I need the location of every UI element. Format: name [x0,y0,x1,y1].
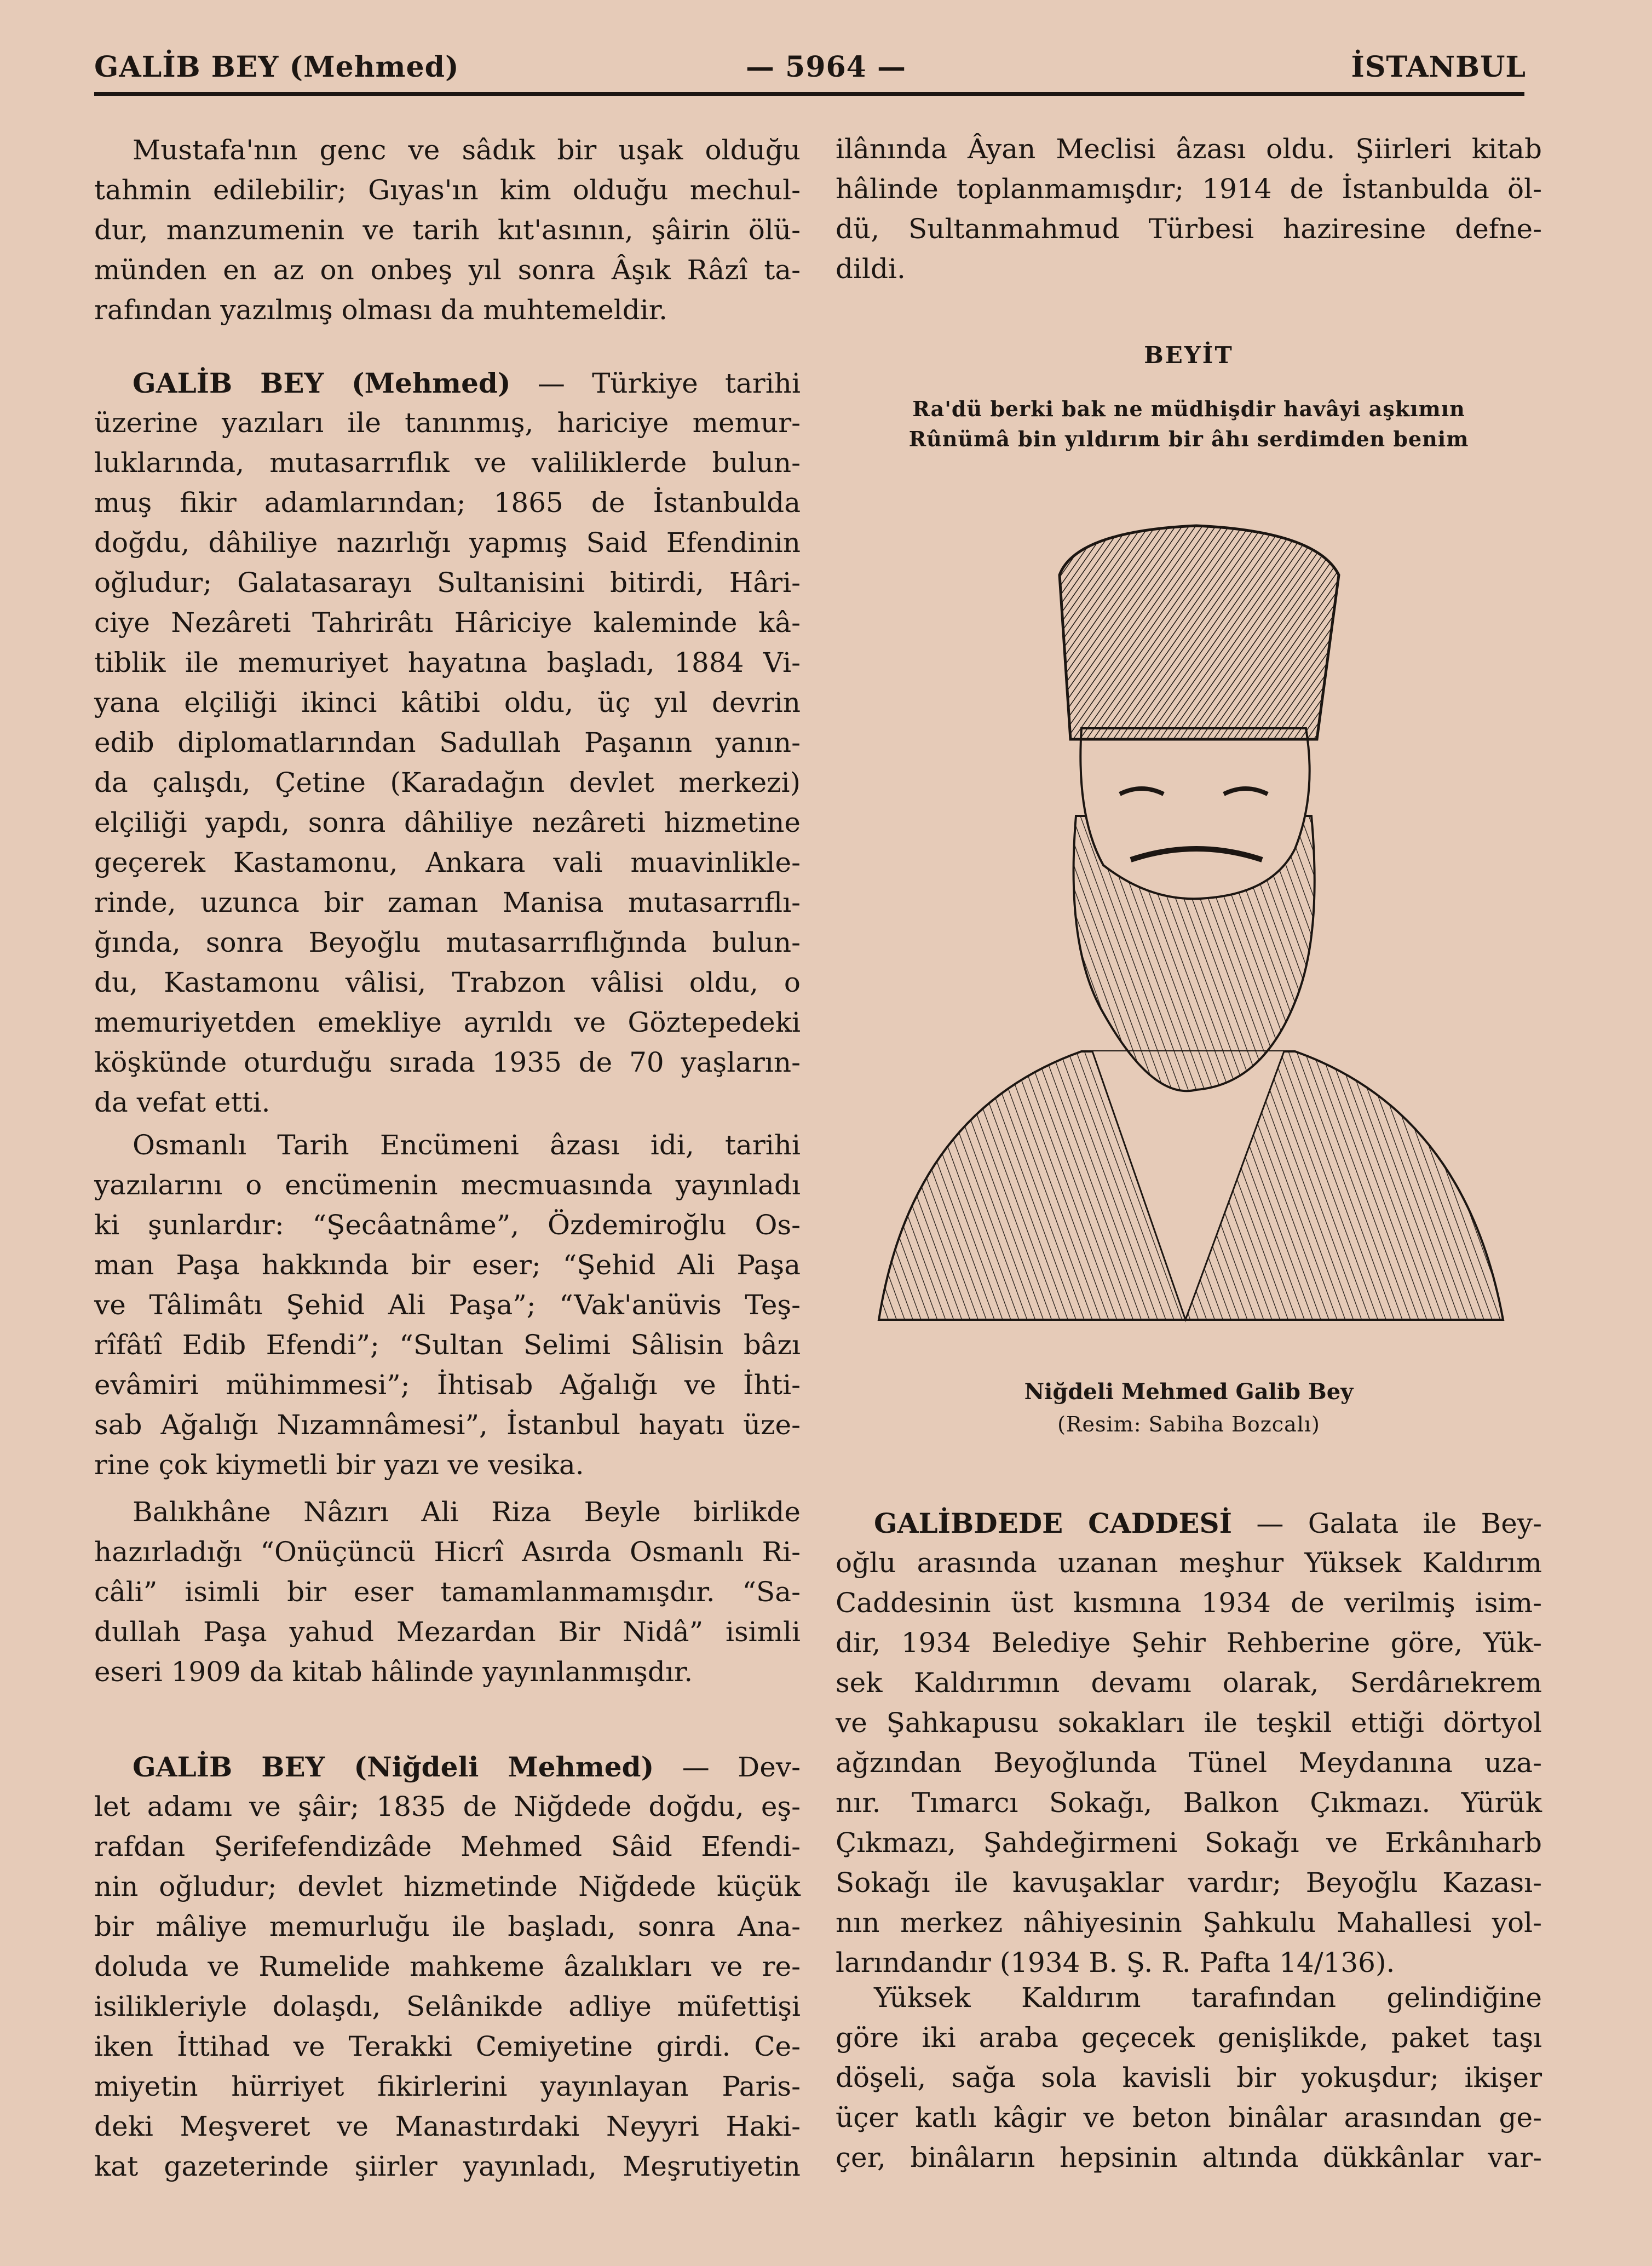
line-text: geçerek Kastamonu, Ankara vali muavinlikle- [94,847,801,878]
text-line [94,763,801,803]
text-line [94,2067,801,2107]
line-text: rafından yazılmış olması da muhtemeldir. [94,294,668,326]
line-text: münden en az on onbeş yıl sonra Âşık Râzî ta- [94,254,801,286]
line-text: eseri 1909 da kitab hâlinde yayınlanmışdır. [94,1656,693,1688]
paragraph [94,1492,801,1692]
text-line [836,1743,1542,1783]
text-line [94,1325,801,1365]
line-text: doğdu, dâhiliye nazırlığı yapmış Said Efendinin [94,527,801,559]
text-line [94,1043,801,1083]
line-text: — Dev- [654,1751,801,1783]
text-line [94,1125,801,1165]
text-line [94,483,801,523]
text-line [836,2098,1542,2138]
line-text: Mustafa'nın genc ve sâdık bir uşak olduğu [133,134,801,166]
portrait-credit: (Resim: Sabiha Bozcalı) [1057,1412,1320,1436]
line-text: nır. Tımarcı Sokağı, Balkon Çıkmazı. Yürük [836,1787,1542,1819]
text-line [94,2107,801,2147]
line-text: rine çok kiymetli bir yazı ve vesika. [94,1449,584,1481]
line-text: oğlu arasında uzanan meşhur Yüksek Kaldırım [836,1547,1542,1579]
text-line [94,1165,801,1205]
text-line [94,210,801,250]
text-line [94,1285,801,1325]
line-text: köşkünde oturduğu sırada 1935 de 70 yaşların- [94,1046,801,1078]
line-text: Balıkhâne Nâzırı Ali Riza Beyle birlikde [133,1496,801,1528]
line-text: dullah Paşa yahud Mezardan Bir Nidâ” isimli [94,1616,801,1648]
text-line [94,683,801,723]
text-line [94,923,801,963]
paragraph [836,1503,1542,1983]
line-text: Caddesinin üst kısmına 1934 de verilmiş isim- [836,1587,1542,1619]
text-line [836,1863,1542,1903]
text-line [94,883,801,923]
line-text: man Paşa hakkında bir eser; “Şehid Ali Paşa [94,1249,801,1281]
text-line [94,1827,801,1867]
text-line [94,1365,801,1405]
text-line [94,1492,801,1532]
line-text: Yüksek Kaldırım tarafından gelindiğine [874,1982,1542,2014]
text-line [94,363,801,403]
paragraph [94,363,801,1123]
line-text: iken İttihad ve Terakki Cemiyetine girdi. Ce- [94,2031,801,2062]
line-text: nin oğludur; devlet hizmetinde Niğdede küçük [94,1871,801,1902]
text-line [94,170,801,210]
text-line [836,169,1542,209]
text-line [94,1445,801,1485]
portrait-illustration [846,509,1525,1353]
line-text: Sokağı ile kavuşaklar vardır; Beyoğlu Kazası- [836,1867,1542,1899]
line-text: üçer katlı kâgir ve beton binâlar arasından ge- [836,2102,1542,2133]
line-text: memuriyetden emekliye ayrıldı ve Göztepedeki [94,1007,801,1038]
paragraph [94,1125,801,1485]
line-text: dildi. [836,253,906,285]
line-text: üzerine yazıları ile tanınmış, hariciye memur- [94,407,801,439]
text-line [94,1947,801,1987]
running-head-entry: GALİB BEY (Mehmed) [94,50,459,84]
text-line [94,1652,801,1692]
text-line [94,563,801,603]
line-text: tiblik ile memuriyet hayatına başladı, 1884 Vi- [94,647,801,678]
running-head-section: İSTANBUL [1351,50,1526,84]
line-text: döşeli, sağa sola kavisli bir yokuşdur; ikişer [836,2062,1542,2094]
text-line [94,290,801,330]
text-line [94,603,801,643]
line-text: da vefat etti. [94,1086,270,1118]
beyit-title: BEYİT [1144,342,1234,369]
line-text: sek Kaldırımın devamı olarak, Serdârıekrem [836,1667,1542,1699]
line-text: ki şunlardır: “Şecâatnâme”, Özdemiroğlu Os- [94,1209,801,1241]
text-line [836,1703,1542,1743]
line-text: Çıkmazı, Şahdeğirmeni Sokağı ve Erkânıharb [836,1827,1542,1859]
text-line [94,643,801,683]
line-text: göre iki araba geçecek genişlikde, paket taşı [836,2022,1542,2054]
line-text: let adamı ve şâir; 1835 de Niğdede doğdu, eş- [94,1791,801,1822]
line-text: ğında, sonra Beyoğlu mutasarrıflığında bulun- [94,927,801,958]
line-text: ağzından Beyoğlunda Tünel Meydanına uza- [836,1747,1542,1779]
text-line [94,1003,801,1043]
line-text: evâmiri mühimmesi”; İhtisab Ağalığı ve İhti- [94,1369,801,1401]
text-line [836,1543,1542,1583]
line-text: edib diplomatlarından Sadullah Paşanın yanın- [94,727,801,758]
portrait-caption: Niğdeli Mehmed Galib Bey [1024,1379,1354,1405]
text-line [94,1907,801,1947]
paragraph [94,130,801,330]
line-text: — Galata ile Bey- [1232,1508,1542,1539]
text-line [836,2058,1542,2098]
text-line [94,723,801,763]
page-number: — 5964 — [746,50,906,84]
line-text: deki Meşveret ve Manastırdaki Neyyri Haki- [94,2110,801,2142]
line-text: hâlinde toplanmamışdır; 1914 de İstanbulda öl- [836,173,1542,205]
line-text: larındandır (1934 B. Ş. R. Pafta 14/136). [836,1947,1395,1979]
fez-shape [1060,526,1339,739]
line-text: tahmin edilebilir; Gıyas'ın kim olduğu mechul- [94,174,801,206]
line-text: rinde, uzunca bir zaman Manisa mutasarrıflı- [94,887,801,918]
line-text: miyetin hürriyet fikirlerini yayınlayan Paris- [94,2071,801,2102]
text-line [94,963,801,1003]
line-text: dü, Sultanmahmud Türbesi haziresine defne- [836,213,1542,245]
paragraph [836,1978,1542,2178]
line-text: luklarında, mutasarrıflık ve valiliklerde bulun- [94,447,801,479]
text-line [94,130,801,170]
text-line [836,1783,1542,1823]
text-line [836,249,1542,289]
line-text: dir, 1934 Belediye Şehir Rehberine göre, Yük- [836,1627,1542,1659]
text-line [836,1503,1542,1543]
text-line [836,2138,1542,2178]
text-line [94,1083,801,1123]
entry-heading: GALİB BEY (Mehmed) [133,367,511,399]
line-text: hazırladığı “Onüçüncü Hicrî Asırda Osmanlı Ri- [94,1536,801,1568]
line-text: rafdan Şerifefendizâde Mehmed Sâid Efendi- [94,1831,801,1862]
text-line [836,129,1542,169]
header-rule [94,92,1524,96]
line-text: sab Ağalığı Nızamnâmesi”, İstanbul hayatı üze- [94,1409,801,1441]
text-line [94,1747,801,1787]
text-line [94,843,801,883]
line-text: du, Kastamonu vâlisi, Trabzon vâlisi oldu, o [94,967,801,998]
line-text: doluda ve Rumelide mahkeme âzalıkları ve re- [94,1951,801,1982]
text-line [836,1978,1542,2018]
line-text: ve Tâlimâtı Şehid Ali Paşa”; “Vak'anüvis Teş- [94,1289,801,1321]
text-line [94,250,801,290]
text-line [94,1405,801,1445]
entry-heading: GALİB BEY (Niğdeli Mehmed) [133,1751,654,1783]
text-line [94,1205,801,1245]
line-text: dur, manzumenin ve tarih kıt'asının, şâirin ölü- [94,214,801,246]
line-text: yazılarını o encümenin mecmuasında yayınladı [94,1169,801,1201]
paragraph [94,1747,801,2187]
text-line [836,1583,1542,1623]
line-text: câli” isimli bir eser tamamlanmamışdır. “Sa- [94,1576,801,1608]
line-text: ciye Nezâreti Tahrirâtı Hâriciye kaleminde kâ- [94,607,801,639]
line-text: rîfâtî Edib Efendi”; “Sultan Selimi Sâlisin bâzı [94,1329,801,1361]
line-text: isilikleriyle dolaşdı, Selânikde adliye müfettişi [94,1991,801,2022]
text-line [94,1532,801,1572]
line-text: oğludur; Galatasarayı Sultanisini bitirdi, Hâri- [94,567,801,599]
entry-heading: GALİBDEDE CADDESİ [874,1507,1233,1539]
line-text: — Türkiye tarihi [510,367,801,399]
line-text: çer, binâların hepsinin altında dükkânlar var- [836,2142,1542,2173]
text-line [94,1245,801,1285]
line-text: elçiliği yapdı, sonra dâhiliye nezâreti hizmetine [94,807,801,838]
text-line [836,1943,1542,1983]
line-text: kat gazeterinde şiirler yayınladı, Meşrutiyetin [94,2150,801,2182]
text-line [94,2027,801,2067]
text-line [94,2147,801,2187]
line-text: ilânında Âyan Meclisi âzası oldu. Şiirleri kitab [836,133,1542,165]
face-shape [1080,728,1309,899]
text-line [94,403,801,443]
line-text: muş fikir adamlarından; 1865 de İstanbulda [94,487,801,519]
line-text: nın merkez nâhiyesinin Şahkulu Mahallesi yol- [836,1907,1542,1939]
text-line [836,1823,1542,1863]
line-text: Osmanlı Tarih Encümeni âzası idi, tarihi [133,1129,801,1161]
text-line [94,523,801,563]
beyit-line-1: Ra'dü berki bak ne müdhişdir havâyi aşkımın [912,396,1465,421]
text-line [836,2018,1542,2058]
line-text: ve Şahkapusu sokakları ile teşkil ettiği dörtyol [836,1707,1542,1739]
paragraph [836,129,1542,289]
text-line [94,1612,801,1652]
text-line [836,1663,1542,1703]
text-line [94,1987,801,2027]
text-line [94,1867,801,1907]
line-text: bir mâliye memurluğu ile başladı, sonra Ana- [94,1911,801,1942]
beyit-line-2: Rûnümâ bin yıldırım bir âhı serdimden benim [908,427,1469,451]
text-line [94,1572,801,1612]
text-line [836,1903,1542,1943]
text-line [836,209,1542,249]
text-line [836,1623,1542,1663]
text-line [94,803,801,843]
line-text: da çalışdı, Çetine (Karadağın devlet merkezi) [94,767,801,798]
text-line [94,1787,801,1827]
line-text: yana elçiliği ikinci kâtibi oldu, üç yıl devrin [94,687,801,718]
text-line [94,443,801,483]
